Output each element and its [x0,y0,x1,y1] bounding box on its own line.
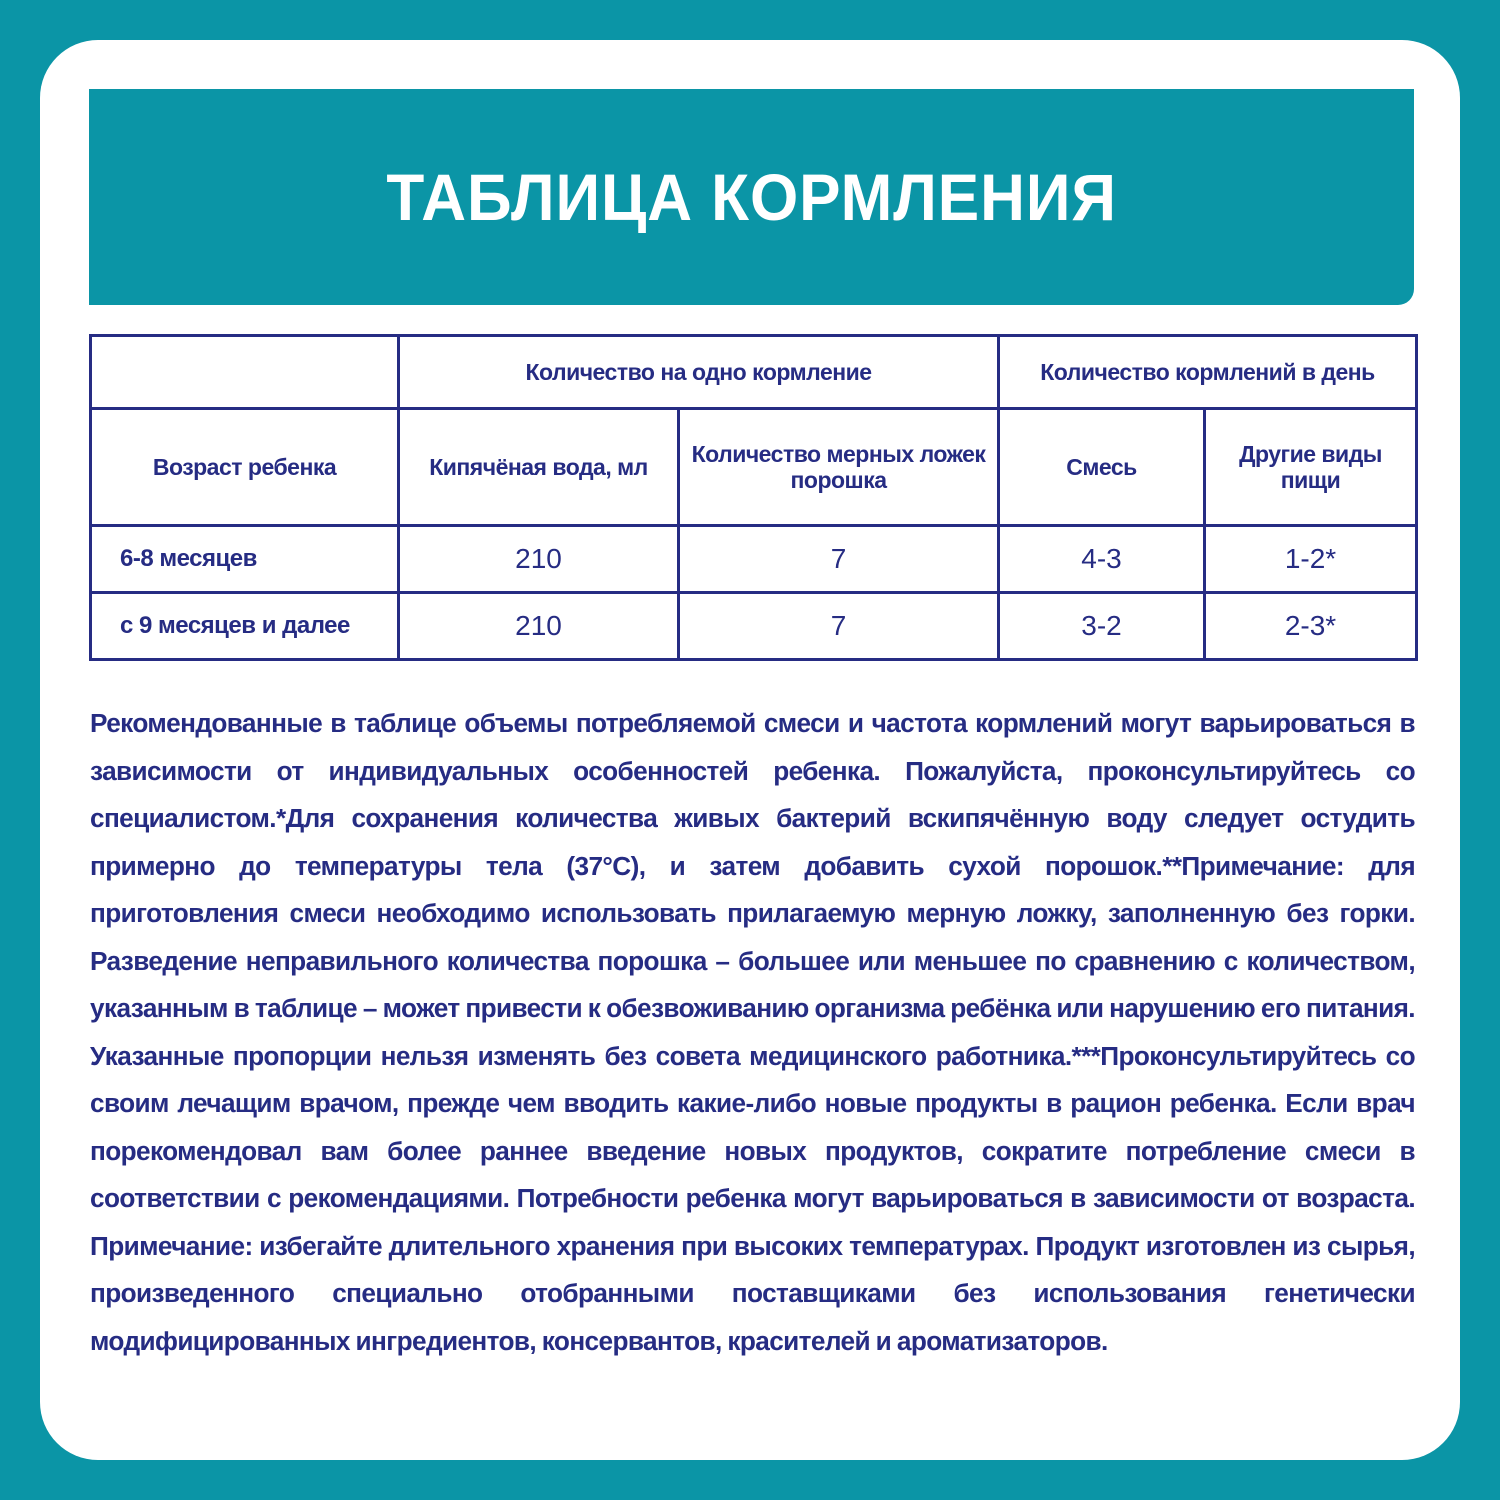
table-corner-cell [91,336,399,409]
cell-spoons: 7 [679,526,999,593]
cell-age: с 9 месяцев и далее [91,593,399,660]
cell-water: 210 [399,526,679,593]
cell-formula: 4-3 [999,526,1205,593]
group-header-per-day: Количество кормлений в день [999,336,1417,409]
notes-paragraph: Рекомендованные в таблице объемы потребляемой смеси и частота кормлений могут варьироваться в зависимости от индивидуальных особенностей ребенка. Пожалуйста, проконсультируйтесь со специалистом.*Для сохранения количества живых бактерий вскипячённую воду следует остудить примерно до температуры тела (37°С), и затем добавить сухой порошок.**Примечание: для приготовления смеси необходимо использовать прилагаемую мерную ложку, заполненную без горки. Разведение неправильного количества порошка – большее или меньшее по сравнению с количеством, указанным в таблице – может привести к обезвоживанию организма ребёнка или нарушению его питания. Указанные пропорции нельзя изменять без совета медицинского работника.***Проконсультируйтесь со своим лечащим врачом, прежде чем вводить какие-либо новые продукты в рацион ребенка. Если врач порекомендовал вам более раннее введение новых продуктов, сократите потребление смеси в соответствии с рекомендациями. Потребности ребенка могут варьироваться в зависимости от возраста. Примечание: избегайте длительного хранения при высоких температурах. Продукт изготовлен из сырья, произведенного специально отобранными поставщиками без использования генетически модифицированных ингредиентов, консервантов, красителей и ароматизаторов. [90,708,1415,1356]
column-header-other-food: Другие виды пищи [1205,409,1417,526]
column-header-water: Кипячёная вода, мл [399,409,679,526]
cell-other-food: 2-3* [1205,593,1417,660]
cell-formula: 3-2 [999,593,1205,660]
cell-spoons: 7 [679,593,999,660]
column-header-age: Возраст ребенка [91,409,399,526]
page-title: ТАБЛИЦА КОРМЛЕНИЯ [386,160,1117,234]
cell-age: 6-8 месяцев [91,526,399,593]
column-header-formula: Смесь [999,409,1205,526]
table-group-header-row [91,336,1417,409]
table-column-header-row [91,409,1417,526]
table-row [91,526,1417,593]
title-banner [89,89,1414,305]
cell-other-food: 1-2* [1205,526,1417,593]
feeding-table [89,334,1418,661]
column-header-spoons: Количество мерных ложек порошка [679,409,999,526]
group-header-per-feeding: Количество на одно кормление [399,336,999,409]
content-card [40,40,1460,1460]
cell-water: 210 [399,593,679,660]
table-row [91,593,1417,660]
